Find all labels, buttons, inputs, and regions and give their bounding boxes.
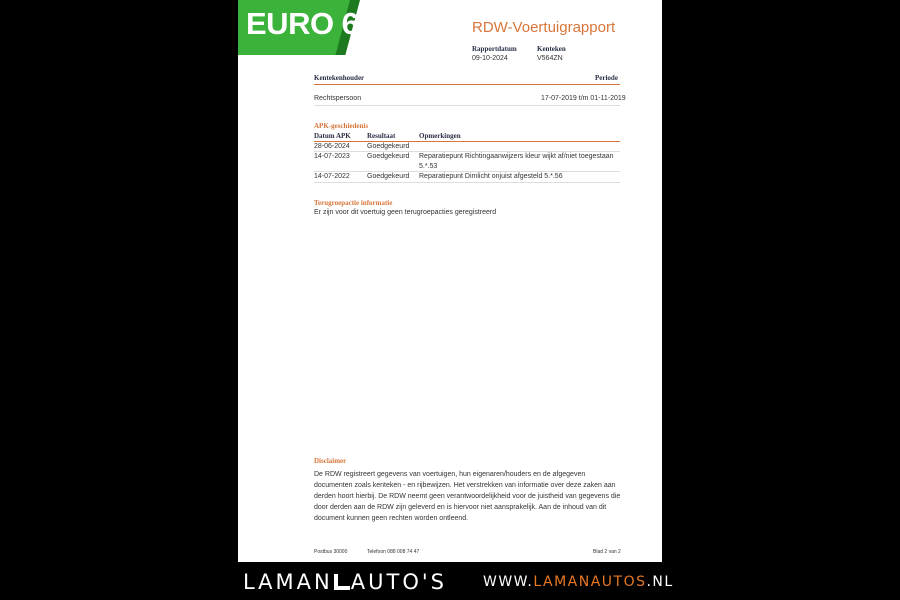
disclaimer-title: Disclaimer <box>314 457 347 465</box>
euro6-badge <box>238 0 360 55</box>
apk-row-3-remark: Reparatiepunt Dimlicht onjuist afgesteld 5.*.56 <box>419 173 563 180</box>
period-header: Periode <box>595 74 618 82</box>
plate-label: Kenteken <box>537 45 566 53</box>
apk-section-title: APK-geschiedenis <box>314 122 369 130</box>
footer-postbus: Postbus 30000 <box>314 549 348 555</box>
plate-value: V564ZN <box>537 55 563 62</box>
apk-col-result: Resultaat <box>367 132 396 140</box>
apk-row-3-divider <box>314 182 620 183</box>
website-url <box>483 574 674 590</box>
recall-text: Er zijn voor dit voertuig geen terugroepacties geregistreerd <box>314 209 497 216</box>
apk-row-2-remark: Reparatiepunt Richtingaanwijzers kleur wijkt af/niet toegestaan <box>419 153 614 160</box>
apk-row-2-remark-code: 5.*.53 <box>419 163 438 170</box>
footer-page-number: Blad 2 van 2 <box>593 549 621 555</box>
period-value: 17-07-2019 t/m 01-11-2019 <box>541 95 626 102</box>
recall-section-title: Terugroepactie informatie <box>314 199 393 207</box>
report-date-value: 09-10-2024 <box>472 55 508 62</box>
url-tld: .NL <box>646 574 674 590</box>
disclaimer-text: De RDW registreert gegevens van voertuigen, hun eigenaren/houders en de afgegeven documenten zoals kenteken - en rijbewijzen. Het verstrekken van informatie over deze zaken aan derden hoort hierbij. De RDW neemt geen verantwoordelijkheid voor de juistheid van gegevens die door derden aan de RDW zijn geleverd en is hiervoor niet aansprakelijk. Aan de inhoud van dit document kunnen geen rechten worden ontleend. <box>314 471 621 522</box>
laman-autos-logo <box>243 570 447 594</box>
apk-row-2-divider <box>314 171 620 172</box>
url-www: WWW. <box>483 574 534 590</box>
holder-row-divider <box>314 105 620 106</box>
url-name: LAMANAUTOS <box>533 574 647 590</box>
apk-row-1-divider <box>314 151 620 152</box>
logo-l-mark-icon <box>334 574 350 590</box>
apk-row-3-result: Goedgekeurd <box>367 173 410 180</box>
apk-row-1-date: 28-06-2024 <box>314 143 350 150</box>
holder-value: Rechtspersoon <box>314 95 362 102</box>
apk-row-2-result: Goedgekeurd <box>367 153 410 160</box>
logo-part-autos: AUTO'S <box>350 570 447 594</box>
euro6-badge-label: EURO 6 <box>246 6 359 41</box>
report-date-label: Rapportdatum <box>472 45 517 53</box>
apk-col-date: Datum APK <box>314 132 351 140</box>
logo-part-laman: LAMAN <box>243 570 333 594</box>
apk-row-3-date: 14-07-2022 <box>314 173 350 180</box>
branding-bar <box>0 562 900 600</box>
apk-row-1-result: Goedgekeurd <box>367 143 410 150</box>
footer-phone: Telefoon 088 008 74 47 <box>367 549 420 555</box>
document-title: RDW-Voertuigrapport <box>472 19 616 36</box>
apk-row-2-date: 14-07-2023 <box>314 153 350 160</box>
apk-col-remarks: Opmerkingen <box>419 132 461 140</box>
holder-divider <box>314 84 620 85</box>
apk-divider <box>314 141 620 142</box>
holder-header: Kentekenhouder <box>314 74 365 82</box>
